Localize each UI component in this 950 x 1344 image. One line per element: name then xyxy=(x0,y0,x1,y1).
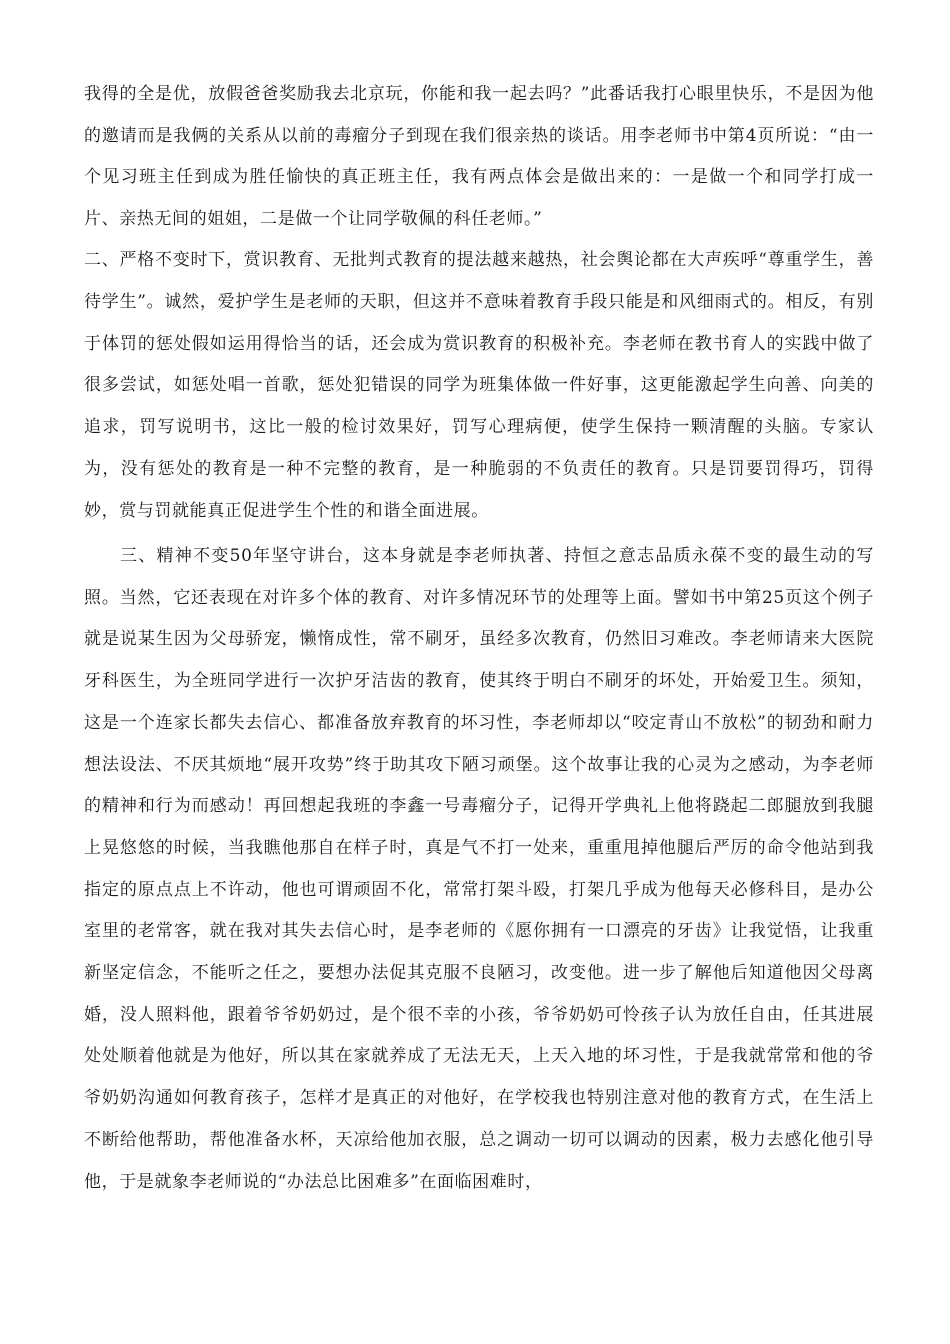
paragraph-continuation: 我得的全是优，放假爸爸奖励我去北京玩，你能和我一起去吗？”此番话我打心眼里快乐，不是因为他的邀请而是我俩的关系从以前的毒瘤分子到现在我们很亲热的谈话。用李老师书中第4页所说：“由一个见习班主任到成为胜任愉快的真正班主任，我有两点体会是做出来的：一是做一个和同学打成一片、亲热无间的姐姐，二是做一个让同学敬佩的科任老师。” xyxy=(84,84,874,229)
paragraph-section-three: 三、精神不变50年坚守讲台，这本身就是李老师执著、持恒之意志品质永葆不变的最生动的写照。当然，它还表现在对许多个体的教育、对许多情况环节的处理等上面。譬如书中第25页这个例子就是说某生因为父母骄宠，懒惰成性，常不刷牙，虽经多次教育，仍然旧习难改。李老师请来大医院牙科医生，为全班同学进行一次护牙洁齿的教育，使其终于明白不刷牙的坏处，开始爱卫生。须知，这是一个连家长都失去信心、都准备放弃教育的坏习性，李老师却以“咬定青山不放松”的韧劲和耐力想法设法、不厌其烦地“展开攻势”终于助其攻下陋习顽堡。这个故事让我的心灵为之感动，为李老师的精神和行为而感动！再回想起我班的李鑫一号毒瘤分子，记得开学典礼上他将跷起二郎腿放到我腿上晃悠悠的时候，当我瞧他那自在样子时，真是气不打一处来，重重甩掉他腿后严厉的命令他站到我指定的原点点上不许动，他也可谓顽固不化，常常打架斗殴，打架几乎成为他每天必修科目，是办公室里的老常客，就在我对其失去信心时，是李老师的《愿你拥有一口漂亮的牙齿》让我觉悟，让我重新坚定信念，不能听之任之，要想办法促其克服不良陋习，改变他。进一步了解他后知道他因父母离婚，没人照料他，跟着爷爷奶奶过，是个很不幸的小孩，爷爷奶奶可怜孩子认为放任自由，任其进展处处顺着他就是为他好，所以其在家就养成了无法无天，上天入地的坏习性，于是我就常常和他的爷爷奶奶沟通如何教育孩子，怎样才是真正的对他好，在学校我也特别注意对他的教育方式，在生活上不断给他帮助，帮他准备水杯，天凉给他加衣服，总之调动一切可以调动的因素，极力去感化他引导他，于是就象李老师说的“办法总比困难多”在面临困难时， xyxy=(84,546,874,1192)
paragraph-section-two: 二、严格不变时下，赏识教育、无批判式教育的提法越来越热，社会舆论都在大声疾呼“尊重学生，善待学生”。诚然，爱护学生是老师的天职，但这并不意味着教育手段只能是和风细雨式的。相反，有别于体罚的惩处假如运用得恰当的话，还会成为赏识教育的积极补充。李老师在教书育人的实践中做了很多尝试，如惩处唱一首歌，惩处犯错误的同学为班集体做一件好事，这更能激起学生向善、向美的追求，罚写说明书，这比一般的检讨效果好，罚写心理病便，使学生保持一颗清醒的头脑。专家认为，没有惩处的教育是一种不完整的教育，是一种脆弱的不负责任的教育。只是罚要罚得巧，罚得妙，赏与罚就能真正促进学生个性的和谐全面进展。 xyxy=(84,250,874,521)
